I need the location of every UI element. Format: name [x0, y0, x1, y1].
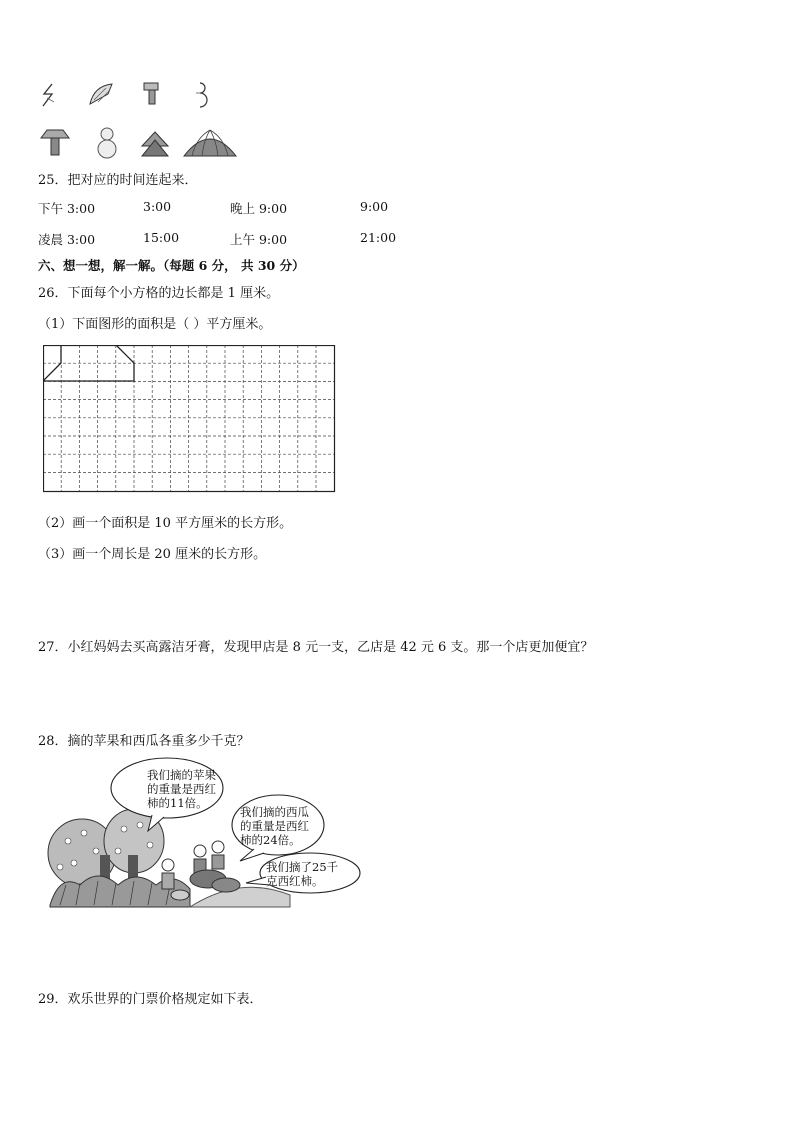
q26-part2: （2）画一个面积是 10 平方厘米的长方形。: [38, 516, 293, 531]
q27-text: 27．小红妈妈去买高露洁牙膏，发现甲店是 8 元一支，乙店是 42 元 6 支。那一个店更加便宜？: [38, 640, 594, 655]
q25-r1-c2: 3:00: [143, 199, 172, 214]
q25-r1-c4: 9:00: [360, 199, 389, 214]
q25-r2-c4: 21:00: [360, 230, 397, 245]
square-grid: [43, 345, 337, 495]
bubble1-line2: 的重量是西红: [147, 782, 216, 796]
bubble2-line1: 我们摘的西瓜: [240, 805, 309, 819]
bubble2-line2: 的重量是西红: [240, 819, 309, 833]
q25-r2-c1: 凌晨 3:00: [38, 232, 96, 247]
fold-piece-umbrella-half-icon: [86, 80, 116, 108]
q28-title: 28．摘的苹果和西瓜各重多少千克？: [38, 734, 250, 749]
section-6-title: 六、想一想，解一解。（每题 6 分， 共 30 分）: [38, 258, 305, 273]
bubble1-line1: 我们摘的苹果: [147, 768, 216, 782]
q26-title: 26．下面每个小方格的边长都是 1 厘米。: [38, 286, 280, 301]
q25-r1-c1: 下午 3:00: [38, 201, 96, 216]
q26-part1: （1）下面图形的面积是（ ）平方厘米。: [38, 317, 272, 332]
q29-title: 29．欢乐世界的门票价格规定如下表．: [38, 992, 263, 1007]
bubble2-line3: 柿的24倍。: [240, 833, 301, 847]
q26-part3: （3）画一个周长是 20 厘米的长方形。: [38, 547, 267, 562]
q25-r2-c2: 15:00: [143, 230, 180, 245]
tree-triangle-icon: [140, 130, 170, 158]
q25-r1-c3: 晚上 9:00: [230, 201, 288, 216]
bubble1-line3: 柿的11倍。: [147, 796, 208, 810]
umbrella-icon: [182, 128, 238, 158]
fold-piece-snowman-half-icon: [190, 80, 210, 110]
q25-title: 25．把对应的时间连起来．: [38, 173, 198, 188]
q25-r2-c3: 上午 9:00: [230, 232, 288, 247]
snowman-icon: [95, 126, 119, 160]
fold-piece-lightning-icon: [38, 82, 60, 108]
mushroom-icon: [38, 128, 72, 158]
bubble3-line1: 我们摘了25千: [266, 860, 339, 874]
bubble3-line2: 克西红柿。: [266, 874, 324, 888]
fold-piece-mushroom-half-icon: [140, 80, 162, 108]
